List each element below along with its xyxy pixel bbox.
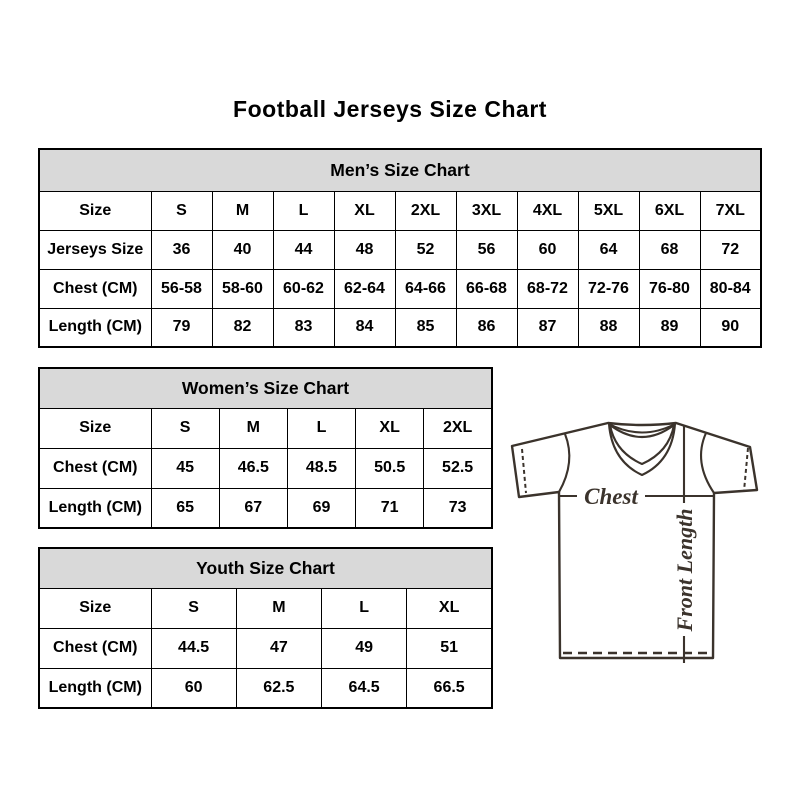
mens-chart-title: Men’s Size Chart bbox=[39, 149, 761, 191]
mens-value-cell: 36 bbox=[151, 230, 212, 269]
mens-row-label: Length (CM) bbox=[39, 308, 151, 347]
mens-value-cell: 72 bbox=[700, 230, 761, 269]
youth-value-cell: 66.5 bbox=[407, 668, 492, 708]
youth-value-cell: 62.5 bbox=[236, 668, 321, 708]
mens-value-cell: 68 bbox=[639, 230, 700, 269]
mens-value-cell: 68-72 bbox=[517, 269, 578, 308]
mens-value-cell: 7XL bbox=[700, 191, 761, 230]
womens-value-cell: L bbox=[287, 408, 355, 448]
jersey-measurement-diagram bbox=[500, 400, 770, 670]
mens-value-cell: 80-84 bbox=[700, 269, 761, 308]
mens-value-cell: 79 bbox=[151, 308, 212, 347]
womens-value-cell: M bbox=[219, 408, 287, 448]
mens-value-cell: 5XL bbox=[578, 191, 639, 230]
front-length-label: Front Length bbox=[672, 508, 697, 632]
youth-chart-title: Youth Size Chart bbox=[39, 548, 492, 588]
mens-value-cell: 72-76 bbox=[578, 269, 639, 308]
womens-value-cell: 52.5 bbox=[424, 448, 492, 488]
mens-value-cell: 84 bbox=[334, 308, 395, 347]
womens-value-cell: 71 bbox=[356, 488, 424, 528]
collar-back-arc-2 bbox=[610, 425, 674, 437]
mens-value-cell: 52 bbox=[395, 230, 456, 269]
womens-value-cell: 65 bbox=[151, 488, 219, 528]
mens-value-cell: 4XL bbox=[517, 191, 578, 230]
youth-value-cell: 51 bbox=[407, 628, 492, 668]
youth-value-cell: 60 bbox=[151, 668, 236, 708]
womens-row-label: Chest (CM) bbox=[39, 448, 151, 488]
youth-value-cell: M bbox=[236, 588, 321, 628]
mens-value-cell: 88 bbox=[578, 308, 639, 347]
womens-value-cell: 67 bbox=[219, 488, 287, 528]
left-cuff-dashed-line bbox=[522, 449, 526, 493]
mens-value-cell: 3XL bbox=[456, 191, 517, 230]
jersey-outline bbox=[512, 423, 757, 658]
mens-value-cell: 85 bbox=[395, 308, 456, 347]
mens-size-chart-table bbox=[38, 148, 762, 348]
womens-value-cell: S bbox=[151, 408, 219, 448]
mens-value-cell: 87 bbox=[517, 308, 578, 347]
womens-value-cell: 46.5 bbox=[219, 448, 287, 488]
mens-value-cell: 60-62 bbox=[273, 269, 334, 308]
mens-value-cell: S bbox=[151, 191, 212, 230]
mens-value-cell: 62-64 bbox=[334, 269, 395, 308]
mens-value-cell: 40 bbox=[212, 230, 273, 269]
left-armhole-seam bbox=[559, 434, 569, 492]
mens-value-cell: 48 bbox=[334, 230, 395, 269]
womens-size-chart-table bbox=[38, 367, 493, 529]
mens-value-cell: 64 bbox=[578, 230, 639, 269]
mens-row-label: Jerseys Size bbox=[39, 230, 151, 269]
mens-value-cell: 56 bbox=[456, 230, 517, 269]
womens-value-cell: 45 bbox=[151, 448, 219, 488]
womens-value-cell: XL bbox=[356, 408, 424, 448]
page-title: Football Jerseys Size Chart bbox=[233, 96, 547, 122]
mens-value-cell: 6XL bbox=[639, 191, 700, 230]
mens-value-cell: M bbox=[212, 191, 273, 230]
right-armhole-seam bbox=[701, 433, 714, 493]
mens-value-cell: 82 bbox=[212, 308, 273, 347]
right-cuff-dashed-line bbox=[744, 448, 748, 491]
womens-row-label: Length (CM) bbox=[39, 488, 151, 528]
youth-size-chart-table bbox=[38, 547, 493, 709]
mens-value-cell: 86 bbox=[456, 308, 517, 347]
mens-value-cell: 66-68 bbox=[456, 269, 517, 308]
youth-value-cell: XL bbox=[407, 588, 492, 628]
mens-value-cell: XL bbox=[334, 191, 395, 230]
mens-value-cell: 2XL bbox=[395, 191, 456, 230]
youth-row-label: Chest (CM) bbox=[39, 628, 151, 668]
youth-value-cell: 47 bbox=[236, 628, 321, 668]
mens-value-cell: L bbox=[273, 191, 334, 230]
youth-row-label: Size bbox=[39, 588, 151, 628]
mens-value-cell: 58-60 bbox=[212, 269, 273, 308]
youth-row-label: Length (CM) bbox=[39, 668, 151, 708]
mens-value-cell: 90 bbox=[700, 308, 761, 347]
womens-row-label: Size bbox=[39, 408, 151, 448]
womens-value-cell: 48.5 bbox=[287, 448, 355, 488]
youth-value-cell: S bbox=[151, 588, 236, 628]
mens-value-cell: 89 bbox=[639, 308, 700, 347]
mens-value-cell: 76-80 bbox=[639, 269, 700, 308]
womens-value-cell: 73 bbox=[424, 488, 492, 528]
mens-row-label: Size bbox=[39, 191, 151, 230]
mens-value-cell: 60 bbox=[517, 230, 578, 269]
youth-value-cell: 49 bbox=[322, 628, 407, 668]
womens-chart-title: Women’s Size Chart bbox=[39, 368, 492, 408]
mens-value-cell: 83 bbox=[273, 308, 334, 347]
mens-value-cell: 44 bbox=[273, 230, 334, 269]
womens-value-cell: 69 bbox=[287, 488, 355, 528]
womens-value-cell: 2XL bbox=[424, 408, 492, 448]
chest-label: Chest bbox=[584, 484, 638, 509]
youth-value-cell: 44.5 bbox=[151, 628, 236, 668]
mens-value-cell: 56-58 bbox=[151, 269, 212, 308]
womens-value-cell: 50.5 bbox=[356, 448, 424, 488]
mens-value-cell: 64-66 bbox=[395, 269, 456, 308]
youth-value-cell: 64.5 bbox=[322, 668, 407, 708]
mens-row-label: Chest (CM) bbox=[39, 269, 151, 308]
youth-value-cell: L bbox=[322, 588, 407, 628]
